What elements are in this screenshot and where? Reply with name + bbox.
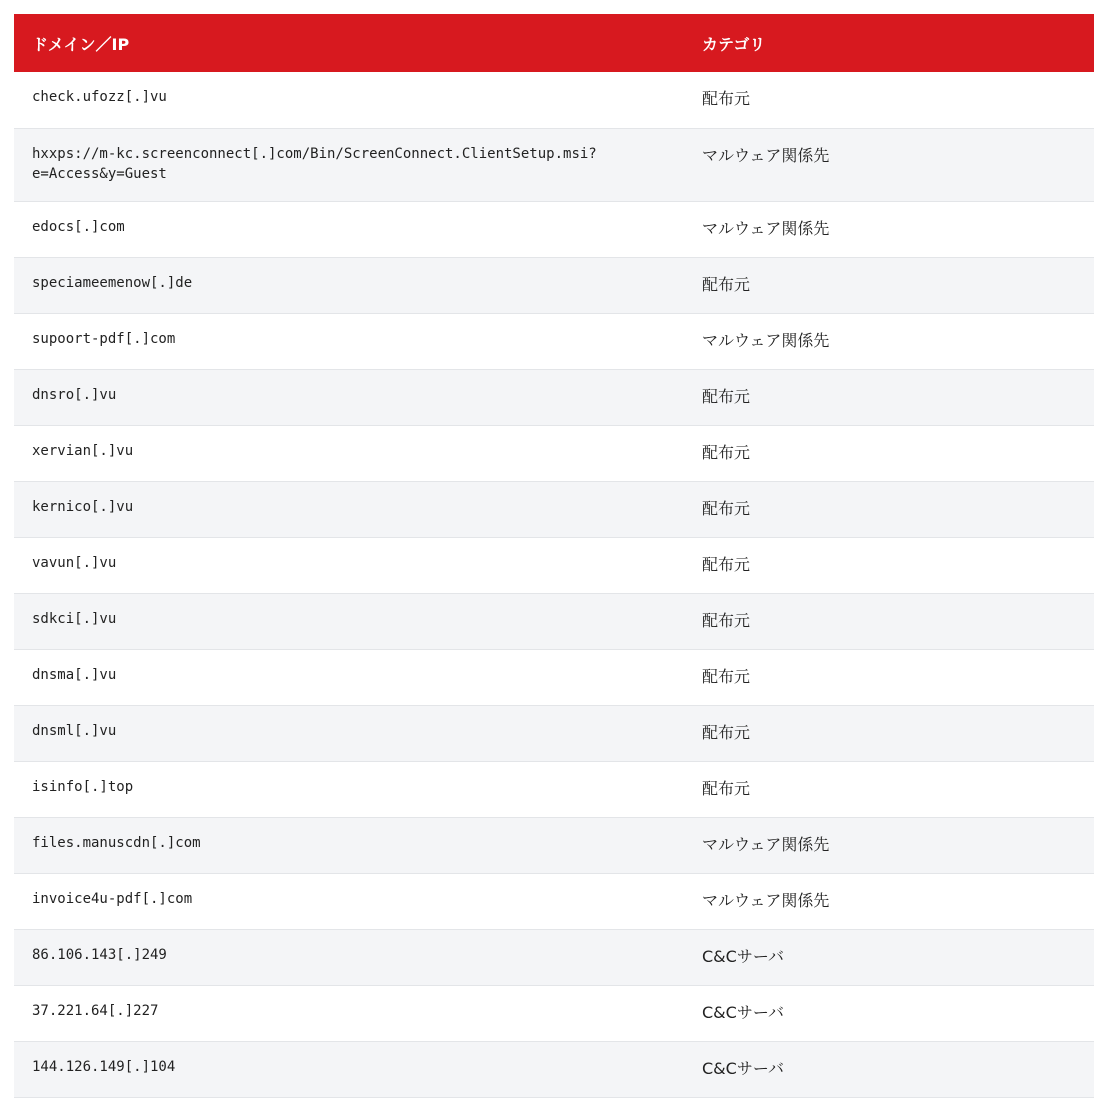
category-cell: C&Cサーバ: [702, 946, 785, 966]
table-row: [14, 593, 1094, 649]
table-row: [14, 873, 1094, 929]
table-row: [14, 1041, 1094, 1097]
table-row: [14, 929, 1094, 985]
category-cell: 配布元: [702, 274, 751, 294]
ioc-table-container: [14, 14, 1094, 1098]
table-row: [14, 201, 1094, 257]
category-cell: マルウェア関係先: [702, 218, 830, 238]
domain-cell: isinfo[.]top: [32, 778, 134, 795]
table-row: [14, 72, 1094, 128]
domain-cell: 86.106.143[.]249: [32, 946, 167, 963]
domain-cell: dnsro[.]vu: [32, 386, 117, 403]
domain-cell: files.manuscdn[.]com: [32, 834, 201, 851]
domain-cell: xervian[.]vu: [32, 442, 134, 459]
category-cell: マルウェア関係先: [702, 330, 830, 350]
domain-cell: dnsma[.]vu: [32, 666, 117, 683]
domain-cell: vavun[.]vu: [32, 554, 117, 571]
category-cell: マルウェア関係先: [702, 145, 830, 165]
table-row: [14, 257, 1094, 313]
table-row: [14, 649, 1094, 705]
category-cell: C&Cサーバ: [702, 1002, 785, 1022]
category-cell: 配布元: [702, 498, 751, 518]
domain-cell: kernico[.]vu: [32, 498, 134, 515]
category-cell: 配布元: [702, 666, 751, 686]
category-cell: 配布元: [702, 610, 751, 630]
domain-cell: 144.126.149[.]104: [32, 1058, 176, 1075]
table-row: [14, 425, 1094, 481]
domain-cell: invoice4u-pdf[.]com: [32, 890, 193, 907]
header-domain-ip: ドメイン／IP: [32, 34, 130, 54]
table-row: [14, 313, 1094, 369]
domain-cell: supoort-pdf[.]com: [32, 330, 176, 347]
table-row: [14, 705, 1094, 761]
domain-cell: speciameemenow[.]de: [32, 274, 193, 291]
domain-line: hxxps://m-kc.screenconnect[.]com/Bin/ScreenConnect.ClientSetup.msi? e=Access&y=Guest: [32, 145, 597, 182]
table-row: [14, 537, 1094, 593]
table-row: [14, 369, 1094, 425]
table-header: [14, 14, 1094, 72]
category-cell: 配布元: [702, 722, 751, 742]
category-cell: 配布元: [702, 442, 751, 462]
category-cell: マルウェア関係先: [702, 890, 830, 910]
ioc-table: [14, 14, 1094, 1098]
category-cell: 配布元: [702, 778, 751, 798]
domain-cell: [14, 128, 684, 201]
table-row: [14, 761, 1094, 817]
category-cell: C&Cサーバ: [702, 1058, 785, 1078]
domain-cell: dnsml[.]vu: [32, 722, 117, 739]
header-row: [14, 14, 1094, 72]
table-row: [14, 481, 1094, 537]
category-cell: 配布元: [702, 89, 751, 108]
table-row: [14, 817, 1094, 873]
header-category: カテゴリ: [702, 34, 766, 54]
table-row: [14, 985, 1094, 1041]
category-cell: 配布元: [702, 554, 751, 574]
domain-cell: check.ufozz[.]vu: [32, 89, 167, 105]
domain-cell: sdkci[.]vu: [32, 610, 117, 627]
table-row: [14, 128, 1094, 201]
category-cell: マルウェア関係先: [702, 834, 830, 854]
table-body: [14, 72, 1094, 1097]
domain-cell: 37.221.64[.]227: [32, 1002, 159, 1019]
category-cell: 配布元: [702, 386, 751, 406]
domain-cell: edocs[.]com: [32, 218, 125, 235]
